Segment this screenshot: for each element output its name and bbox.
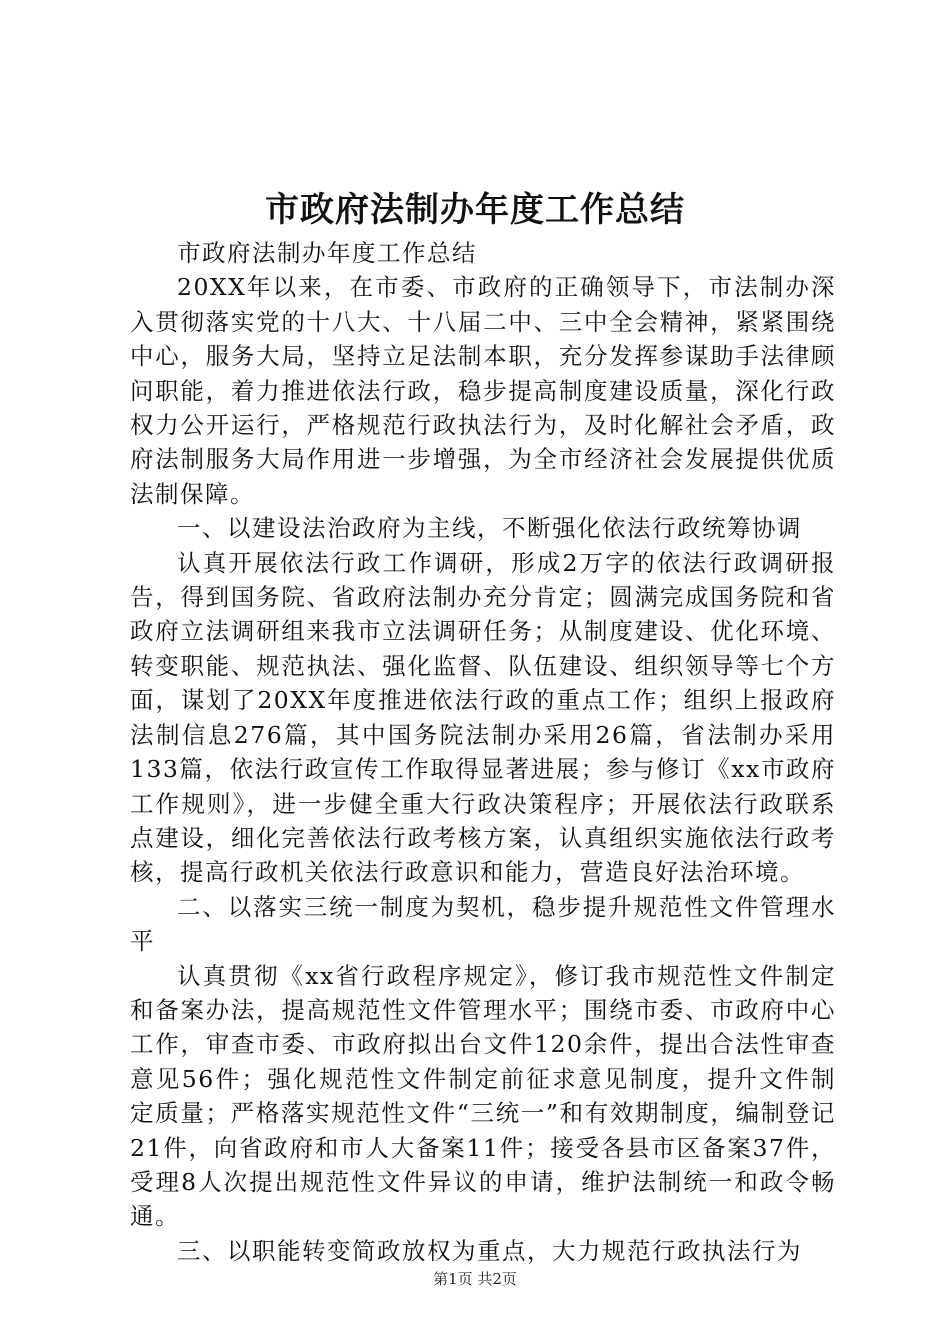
section-heading-2: 二、以落实三统一制度为契机，稳步提升规范性文件管理水平 xyxy=(130,892,836,956)
page-footer: 第1页 共2页 xyxy=(433,1270,517,1288)
section-heading-3: 三、以职能转变简政放权为重点，大力规范行政执法行为 xyxy=(177,1236,802,1265)
paragraph-intro: 20XX年以来，在市委、市政府的正确领导下，市法制办深入贯彻落实党的十八大、十八届二中、三中全会精神，紧紧围绕中心，服务大局，坚持立足法制本职，充分发挥参谋助手法律顾问职能，着力推进依法行政，稳步提高制度建设质量，深化行政权力公开运行，严格规范行政执法行为，及时化解社会矛盾，政府法制服务大局作用进一步增强，为全市经济社会发展提供优质法制保障。 xyxy=(130,273,836,508)
paragraph-subtitle: 市政府法制办年度工作总结 xyxy=(177,239,477,267)
section-heading-1: 一、以建设法治政府为主线，不断强化依法行政统筹协调 xyxy=(177,514,802,543)
document-body xyxy=(130,236,836,1268)
paragraph-section-2: 认真贯彻《xx省行政程序规定》，修订我市规范性文件制定和备案办法，提高规范性文件管理水平；围绕市委、市政府中心工作，审查市委、市政府拟出台文件120余件，提出合法性审查意见56件；强化规范性文件制定前征求意见制度，提升文件制定质量；严格落实规范性文件“三统一”和有效期制度，编制登记21件，向省政府和市人大备案11件；接受各县市区备案37件，受理8人次提出规范性文件异议的申请，维护法制统一和政令畅通。 xyxy=(130,961,836,1231)
paragraph-section-1: 认真开展依法行政工作调研，形成2万字的依法行政调研报告，得到国务院、省政府法制办充分肯定；圆满完成国务院和省政府立法调研组来我市立法调研任务；从制度建设、优化环境、转变职能、规范执法、强化监督、队伍建设、组织领导等七个方面，谋划了20XX年度推进依法行政的重点工作；组织上报政府法制信息276篇，其中国务院法制办采用26篇，省法制办采用133篇，依法行政宣传工作取得显著进展；参与修订《xx市政府工作规则》，进一步健全重大行政决策程序；开展依法行政联系点建设，细化完善依法行政考核方案，认真组织实施依法行政考核，提高行政机关依法行政意识和能力，营造良好法治环境。 xyxy=(130,548,836,887)
document-title: 市政府法制办年度工作总结 xyxy=(265,190,685,230)
